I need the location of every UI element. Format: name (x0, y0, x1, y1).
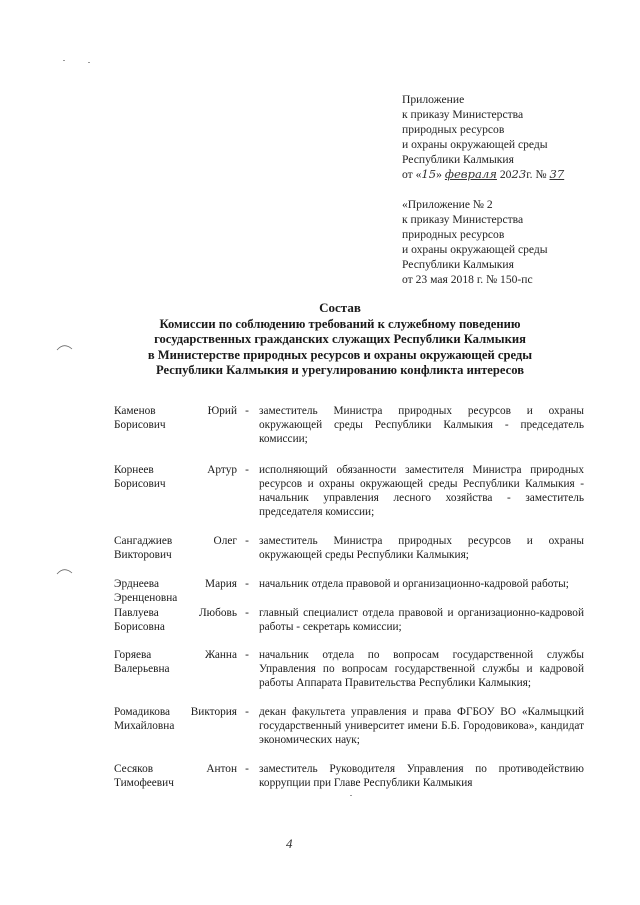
member-duty: заместитель Министра природных ресурсов и охраны окружающей среды Республики Калмыкия; (259, 535, 584, 561)
member-patronymic: Борисовна (114, 621, 165, 633)
member-row (114, 463, 584, 519)
appendix-2-line: и охраны окружающей среды (402, 243, 548, 256)
member-surname: Горяева (114, 649, 152, 661)
member-first-name: Мария (205, 578, 237, 590)
member-first-name: Жанна (205, 649, 237, 661)
member-dash: - (245, 607, 249, 619)
scan-artifact (350, 795, 352, 796)
member-surname: Эрднеева (114, 578, 159, 590)
date-prefix: от « (402, 168, 422, 181)
member-dash: - (245, 649, 249, 661)
member-name (114, 463, 237, 491)
member-patronymic: Валерьевна (114, 663, 170, 675)
member-dash: - (245, 578, 249, 590)
title-line: государственных гражданских служащих Республики Калмыкия (154, 332, 526, 346)
member-duty: главный специалист отдела правовой и организационно-кадровой работы - секретарь комиссии; (259, 607, 584, 633)
member-name (114, 577, 237, 605)
member-dash: - (245, 405, 249, 417)
member-duty: декан факультета управления и права ФГБОУ ВО «Калмыцкий государственный университет имени Б.Б. Городовикова», кандидат экономических наук; (259, 706, 584, 746)
appendix-2-line: к приказу Министерства (402, 213, 524, 226)
member-duty: начальник отдела по вопросам государственной службы Управления по вопросам государственной службы и кадровой работы Аппарата Правительства Республики Калмыкия; (259, 649, 584, 689)
title-heading: Состав (319, 300, 361, 315)
member-duty: начальник отдела правовой и организационно-кадровой работы; (259, 578, 569, 590)
appendix-2-line: «Приложение № 2 (402, 198, 493, 211)
appendix-1-line: природных ресурсов (402, 123, 505, 136)
member-patronymic: Борисович (114, 478, 166, 490)
date-mid: » (436, 168, 445, 181)
member-first-name: Антон (206, 763, 237, 775)
appendix-2-block (402, 197, 548, 287)
appendix-1-block (402, 92, 564, 182)
title-line: Комиссии по соблюдению требований к служебному поведению (159, 316, 521, 331)
member-duty: заместитель Руководителя Управления по противодействию коррупции при Главе Республики Калмыкия (259, 763, 584, 789)
member-first-name: Юрий (207, 405, 237, 417)
appendix-1-line: Приложение (402, 93, 465, 106)
member-surname: Сесяков (114, 763, 154, 775)
member-row (114, 577, 584, 604)
member-row (114, 534, 584, 562)
handwritten-order-number: 37 (549, 167, 565, 181)
appendix-1-line: и охраны окружающей среды (402, 138, 548, 151)
member-dash: - (245, 706, 249, 718)
member-patronymic: Викторович (114, 549, 172, 561)
member-surname: Павлуева (114, 607, 159, 619)
handwritten-month: февраля (444, 167, 497, 181)
member-name (114, 534, 237, 562)
appendix-1-date-line (402, 167, 564, 182)
member-surname: Сангаджиев (114, 535, 173, 547)
member-patronymic: Михайловна (114, 720, 175, 732)
handwritten-year: 23 (511, 167, 527, 181)
member-dash: - (245, 464, 249, 476)
member-first-name: Олег (213, 535, 237, 547)
member-first-name: Виктория (190, 706, 237, 718)
date-year-prefix: 20 (496, 168, 512, 181)
document-title (90, 300, 590, 379)
title-line: в Министерстве природных ресурсов и охраны окружающей среды (147, 347, 533, 362)
member-duty: заместитель Министра природных ресурсов и охраны окружающей среды Республики Калмыкия - председатель комиссии; (259, 405, 584, 445)
member-row (114, 404, 584, 446)
member-surname: Каменов (114, 405, 156, 417)
title-line: Республики Калмыкия и урегулированию конфликта интересов (155, 363, 525, 377)
margin-hole-mark (56, 566, 74, 576)
member-surname: Ромадикова (114, 706, 171, 718)
member-row (114, 705, 584, 747)
member-row (114, 762, 584, 790)
member-dash: - (245, 535, 249, 547)
appendix-2-line: природных ресурсов (402, 228, 505, 241)
commission-members-list (114, 404, 584, 790)
scan-artifact (88, 62, 90, 63)
member-first-name: Любовь (199, 607, 237, 619)
member-patronymic: Эренценовна (114, 592, 178, 604)
member-name (114, 648, 237, 676)
member-name (114, 404, 237, 432)
margin-hole-mark (56, 342, 74, 352)
date-year-suffix: г. № (526, 168, 550, 181)
member-name (114, 762, 237, 790)
member-surname: Корнеев (114, 464, 154, 476)
member-patronymic: Тимофеевич (114, 777, 174, 789)
page-number: 4 (286, 836, 293, 851)
member-row (114, 648, 584, 690)
scan-artifact (63, 60, 65, 61)
handwritten-day: 15 (421, 167, 437, 181)
member-name (114, 705, 237, 733)
member-name (114, 606, 237, 634)
member-first-name: Артур (207, 464, 237, 476)
member-dash: - (245, 763, 249, 775)
appendix-2-line: от 23 мая 2018 г. № 150-пс (402, 273, 533, 286)
appendix-2-line: Республики Калмыкия (402, 258, 514, 271)
member-duty: исполняющий обязанности заместителя Министра природных ресурсов и охраны окружающей среды Республики Калмыкия - начальник управления лесного хозяйства - заместитель председателя комиссии; (259, 464, 584, 518)
appendix-1-line: Республики Калмыкия (402, 153, 514, 166)
member-patronymic: Борисович (114, 419, 166, 431)
member-row (114, 606, 584, 634)
appendix-1-line: к приказу Министерства (402, 108, 524, 121)
